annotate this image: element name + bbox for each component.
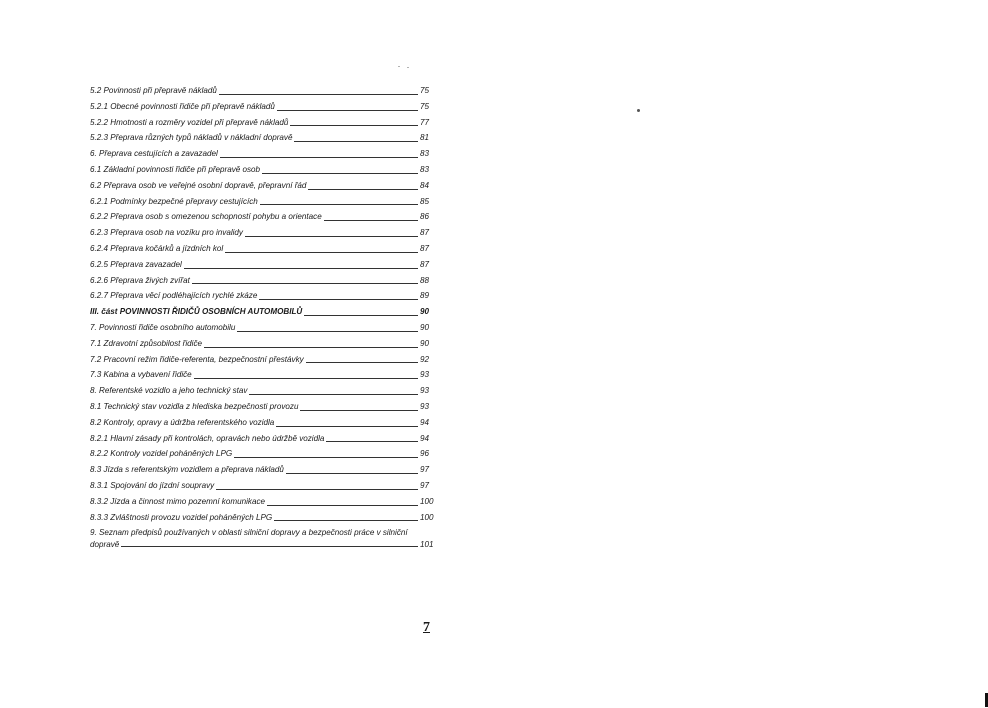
toc-entry-page: 75 <box>420 86 430 95</box>
toc-leader-line <box>219 94 418 95</box>
page-number: 7 <box>423 620 430 635</box>
toc-leader-line <box>237 331 418 332</box>
toc-leader-line <box>225 252 418 253</box>
toc-leader-line <box>286 473 418 474</box>
toc-entry-page: 92 <box>420 354 430 364</box>
toc-entry-page: 87 <box>420 228 430 238</box>
toc-entry <box>90 478 434 494</box>
toc-entry-title: 6.2.6 Přeprava živých zvířat <box>90 275 190 285</box>
toc-leader-line <box>294 141 418 142</box>
scan-speck <box>637 109 640 112</box>
toc-entry <box>90 288 434 304</box>
toc-entry <box>90 510 434 526</box>
toc-entry-title: 8.3.1 Spojování do jízdní soupravy <box>90 480 215 490</box>
toc-entry-page: 90 <box>420 307 430 317</box>
toc-entry-title: 8. Referentské vozidlo a jeho technický stav <box>90 386 248 396</box>
toc-entry-title: 8.3.3 Zvláštnosti provozu vozidel poháněných LPG <box>90 512 273 522</box>
toc-entry-title: 6.2.3 Přeprava osob na vozíku pro invalidy <box>90 228 243 238</box>
toc-leader-line <box>220 157 418 158</box>
toc-leader-line <box>259 299 418 300</box>
toc-entry-title: 8.3 Jízda s referentským vozidlem a přeprava nákladů <box>90 465 284 475</box>
toc-entry-title: 7.2 Pracovní režim řidiče-referenta, bezpečnostní přestávky <box>90 354 304 364</box>
toc-leader-line <box>260 204 418 205</box>
toc-entry-title: 5.2 Povinnosti při přepravě nákladů <box>90 86 217 95</box>
toc-entry-page: 93 <box>420 401 430 411</box>
toc-entry-title: 8.3.2 Jízda a činnost mimo pozemní komunikace <box>90 496 265 506</box>
toc-entry-title: 5.2.2 Hmotnosti a rozměry vozidel při přepravě nákladů <box>90 117 289 127</box>
toc-entry-page: 93 <box>420 370 430 380</box>
toc-entry <box>90 209 434 225</box>
toc-entry <box>90 525 434 550</box>
toc-entry-page: 81 <box>420 133 430 143</box>
toc-leader-line <box>300 410 418 411</box>
toc-entry <box>90 99 434 115</box>
toc-entry <box>90 304 434 320</box>
toc-leader-line <box>267 505 418 506</box>
toc-entry-page: 94 <box>420 433 430 443</box>
toc-entry <box>90 446 434 462</box>
toc-entry <box>90 367 434 383</box>
toc-entry-title: 8.1 Technický stav vozidla z hlediska bezpečnosti provozu <box>90 401 299 411</box>
toc-leader-line <box>326 441 418 442</box>
toc-entry-page: 77 <box>420 117 430 127</box>
toc-leader-line <box>121 546 418 547</box>
toc-entry-title: 7.3 Kabina a vybavení řidiče <box>90 370 192 380</box>
toc-entry-title: 8.2.1 Hlavní zásady při kontrolách, opravách nebo údržbě vozidla <box>90 433 325 443</box>
toc-entry-page: 87 <box>420 243 430 253</box>
toc-leader-line <box>304 315 418 316</box>
toc-entry <box>90 178 434 194</box>
toc-entry-title: 7.1 Zdravotní způsobilost řidiče <box>90 338 203 348</box>
toc-leader-line <box>216 489 418 490</box>
toc-entry <box>90 130 434 146</box>
toc-entry-page: 88 <box>420 275 430 285</box>
toc-entry-page: 100 <box>420 512 434 522</box>
toc-entry-title: 5.2.1 Obecné povinnosti řidiče při přepravě nákladů <box>90 101 275 111</box>
toc-entry-title: 6.2.1 Podmínky bezpečné přepravy cestujících <box>90 196 258 206</box>
toc-entry-title-continued: dopravě <box>90 540 120 550</box>
toc-entry-title: 6. Přeprava cestujících a zavazadel <box>90 149 218 159</box>
toc-entry-page: 75 <box>420 101 430 111</box>
toc-leader-line <box>249 394 418 395</box>
toc-entry-page: 83 <box>420 164 430 174</box>
toc-leader-line <box>184 268 418 269</box>
toc-entry-title: 6.2 Přeprava osob ve veřejné osobní dopravě, přepravní řád <box>90 180 307 190</box>
toc-leader-line <box>192 283 418 284</box>
toc-entry-title: III. část POVINNOSTI ŘIDIČŮ OSOBNÍCH AUTOMOBILŮ <box>90 307 303 317</box>
toc-entry-page: 89 <box>420 291 430 301</box>
toc-leader-line <box>276 426 418 427</box>
toc-entry <box>90 194 434 210</box>
toc-entry <box>90 162 434 178</box>
toc-entry-title: 6.2.5 Přeprava zavazadel <box>90 259 182 269</box>
toc-leader-line <box>234 457 418 458</box>
toc-entry-title: 5.2.3 Přeprava různých typů nákladů v nákladní dopravě <box>90 133 293 143</box>
toc-leader-line <box>245 236 418 237</box>
toc-leader-line <box>306 362 418 363</box>
toc-entry <box>90 273 434 289</box>
toc-entry-page: 101 <box>420 540 434 550</box>
toc-leader-line <box>290 125 418 126</box>
toc-entry-page: 83 <box>420 149 430 159</box>
toc-entry <box>90 399 434 415</box>
toc-entry-page: 87 <box>420 259 430 269</box>
toc-leader-line <box>308 189 418 190</box>
toc-entry-title: 6.2.2 Přeprava osob s omezenou schopností pohybu a orientace <box>90 212 322 222</box>
toc-entry <box>90 83 434 99</box>
toc-entry-page: 96 <box>420 449 430 459</box>
toc-entry-title: 6.2.7 Přeprava věcí podléhajících rychlé zkáze <box>90 291 258 301</box>
toc-entry <box>90 415 434 431</box>
scan-speck <box>398 66 400 67</box>
toc-entry-title: 9. Seznam předpisů používaných v oblasti silniční dopravy a bezpečnosti práce v silniční <box>90 528 408 538</box>
table-of-contents <box>90 83 434 550</box>
toc-entry <box>90 115 434 131</box>
toc-leader-line <box>277 110 418 111</box>
toc-entry <box>90 431 434 447</box>
toc-leader-line <box>324 220 418 221</box>
scan-speck <box>407 67 409 68</box>
toc-entry-page: 97 <box>420 465 430 475</box>
toc-entry-page: 90 <box>420 322 430 332</box>
toc-entry-page: 86 <box>420 212 430 222</box>
toc-entry <box>90 257 434 273</box>
toc-entry-title: 6.2.4 Přeprava kočárků a jízdních kol <box>90 243 224 253</box>
toc-entry <box>90 383 434 399</box>
toc-entry-page: 94 <box>420 417 430 427</box>
toc-entry-page: 84 <box>420 180 430 190</box>
toc-entry <box>90 336 434 352</box>
toc-entry-page: 100 <box>420 496 434 506</box>
toc-entry-page: 85 <box>420 196 430 206</box>
toc-leader-line <box>262 173 418 174</box>
toc-entry-title: 8.2.2 Kontroly vozidel poháněných LPG <box>90 449 233 459</box>
toc-entry-title: 7. Povinnosti řidiče osobního automobilu <box>90 322 236 332</box>
toc-entry <box>90 225 434 241</box>
toc-entry-page: 97 <box>420 480 430 490</box>
toc-entry <box>90 241 434 257</box>
toc-entry-title: 6.1 Základní povinnosti řidiče při přepravě osob <box>90 164 261 174</box>
toc-entry <box>90 146 434 162</box>
toc-entry <box>90 320 434 336</box>
toc-entry <box>90 494 434 510</box>
toc-leader-line <box>194 378 418 379</box>
toc-entry <box>90 462 434 478</box>
toc-entry <box>90 352 434 368</box>
toc-entry-page: 93 <box>420 386 430 396</box>
toc-entry-page: 90 <box>420 338 430 348</box>
toc-entry-title: 8.2 Kontroly, opravy a údržba referentského vozidla <box>90 417 275 427</box>
toc-leader-line <box>274 520 418 521</box>
toc-leader-line <box>204 347 418 348</box>
